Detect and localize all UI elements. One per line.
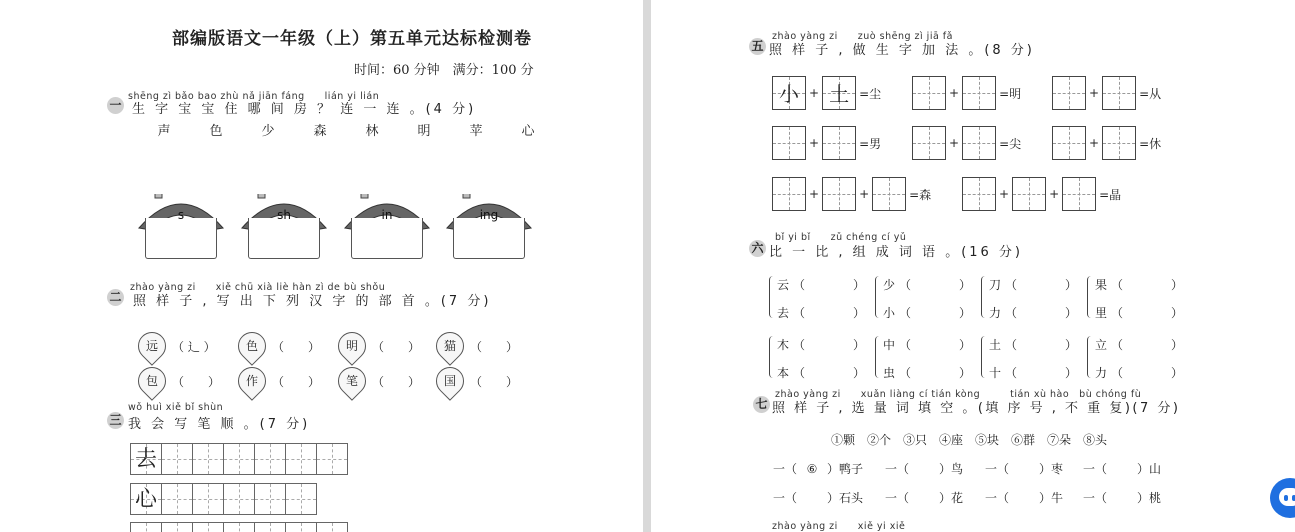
- house-body: [248, 218, 320, 259]
- q1-char: 心: [521, 124, 535, 139]
- answer-blank[interactable]: （ ）: [899, 306, 972, 320]
- answer-blank[interactable]: （ ）: [1005, 306, 1078, 320]
- grid-cell[interactable]: [161, 443, 193, 475]
- formula-result: =尖: [999, 136, 1022, 151]
- answer-blank[interactable]: （ ）: [1111, 306, 1184, 320]
- word-pair: 云 （ ） 去 （ ）: [769, 274, 869, 320]
- char-box[interactable]: [872, 177, 906, 211]
- answer-blank[interactable]: （ ）: [793, 306, 866, 320]
- q1-char: 少: [261, 124, 275, 139]
- measure-word-item: 一（ ）牛: [985, 491, 1064, 505]
- q2-answer[interactable]: （ ）: [470, 339, 519, 354]
- leaf-icon: 远: [132, 326, 172, 366]
- q1-char: 林: [365, 124, 379, 139]
- grid-cell-example: 心: [130, 483, 162, 515]
- q2-answer[interactable]: （ ）: [372, 339, 421, 354]
- q2-item: [338, 367, 428, 395]
- q2-item: [338, 332, 428, 360]
- brace-icon: [981, 336, 987, 378]
- answer-blank[interactable]: （ ）: [793, 366, 866, 380]
- q1-chars: [138, 120, 554, 139]
- addition-formula: + + =晶: [962, 177, 1124, 211]
- q1-pinyin: shēng zì bǎo bao zhù nǎ jiān fáng lián yi lián: [128, 91, 380, 102]
- brace-icon: [875, 276, 881, 318]
- plus-sign: +: [809, 86, 820, 100]
- q2-item: [238, 332, 328, 360]
- q7-text: 照 样 子 , 选 量 词 填 空 。(填 序 号 , 不 重 复)(7 分): [772, 401, 1181, 416]
- answer-blank[interactable]: ⑥: [806, 462, 818, 476]
- grid-cell[interactable]: [285, 483, 317, 515]
- formula-result: =尘: [859, 86, 882, 101]
- house-label: sh: [277, 208, 291, 222]
- answer-blank[interactable]: （ ）: [1111, 338, 1184, 352]
- grid-cell[interactable]: [223, 522, 255, 532]
- house-sh: [238, 186, 330, 264]
- grid-cell[interactable]: [316, 443, 348, 475]
- q1-char: 森: [313, 124, 327, 139]
- house-in: [341, 186, 433, 264]
- q2-number-badge: 二: [107, 289, 124, 306]
- q6-number-badge: 六: [749, 240, 766, 257]
- q2-item: [436, 332, 526, 360]
- char-box: 小: [772, 76, 806, 110]
- grid-cell[interactable]: [254, 522, 286, 532]
- formula-result: =晶: [1099, 187, 1122, 202]
- q2-answer[interactable]: （ ）: [470, 374, 519, 389]
- word-pair: 果 （ ） 里 （ ）: [1087, 274, 1187, 320]
- house-body: [145, 218, 217, 259]
- word-pair: 中 （ ） 虫 （ ）: [875, 334, 975, 380]
- grid-cell[interactable]: [192, 443, 224, 475]
- char-box[interactable]: [1062, 177, 1096, 211]
- char-box[interactable]: [1052, 76, 1086, 110]
- q2-answer[interactable]: （ ）: [172, 374, 221, 389]
- answer-blank[interactable]: （ ）: [899, 338, 972, 352]
- grid-cell[interactable]: [223, 483, 255, 515]
- grid-cell[interactable]: [254, 483, 286, 515]
- char-box[interactable]: [962, 177, 996, 211]
- answer-blank[interactable]: （ ）: [1111, 366, 1184, 380]
- answer-blank[interactable]: （ ）: [899, 366, 972, 380]
- char-box[interactable]: [912, 76, 946, 110]
- brace-icon: [981, 276, 987, 318]
- grid-cell[interactable]: [161, 483, 193, 515]
- q7-options: ①颗 ②个 ③只 ④座 ⑤块 ⑥群 ⑦朵 ⑧头: [831, 433, 1108, 447]
- measure-word-item: 一（ ）枣: [985, 462, 1064, 476]
- house-body: [351, 218, 423, 259]
- leaf-icon: 国: [430, 361, 470, 401]
- char-box[interactable]: [772, 126, 806, 160]
- measure-word-item: 一（ ）桃: [1083, 491, 1162, 505]
- char-box[interactable]: [1102, 76, 1136, 110]
- char-box[interactable]: [962, 126, 996, 160]
- formula-result: =明: [999, 86, 1022, 101]
- q1-char: 苹: [469, 124, 483, 139]
- q7-number-badge: 七: [753, 396, 770, 413]
- char-box[interactable]: [962, 76, 996, 110]
- measure-word-item: 一（ ⑥ ）鸭子: [773, 462, 864, 476]
- char-box[interactable]: [822, 126, 856, 160]
- q3-pinyin: wǒ huì xiě bǐ shùn: [128, 402, 224, 413]
- leaf-icon: 色: [232, 326, 272, 366]
- document-page-left: [0, 0, 643, 532]
- house-label: in: [381, 208, 393, 222]
- q3-text: 我 会 写 笔 顺 。(7 分): [128, 417, 311, 432]
- char-box[interactable]: [1102, 126, 1136, 160]
- char-box[interactable]: [1052, 126, 1086, 160]
- char-box: 土: [822, 76, 856, 110]
- measure-word-item: 一（ ）山: [1083, 462, 1162, 476]
- q2-item: [138, 367, 228, 395]
- formula-result: =从: [1139, 86, 1162, 101]
- addition-formula: [772, 76, 884, 110]
- page-title: 部编版语文一年级（上）第五单元达标检测卷: [172, 29, 532, 49]
- char-box[interactable]: [912, 126, 946, 160]
- exam-meta: 时间：60 分钟 满分：100 分: [354, 63, 534, 78]
- char-box[interactable]: [822, 177, 856, 211]
- measure-word-item: 一（ ）花: [885, 491, 964, 505]
- q2-item: [238, 367, 328, 395]
- house-ing: [443, 186, 535, 264]
- answer-blank[interactable]: （ ）: [899, 278, 972, 292]
- house-label: s: [177, 208, 185, 222]
- addition-formula: + =从: [1052, 76, 1164, 110]
- addition-formula: + =男: [772, 126, 884, 160]
- formula-result: =男: [859, 136, 882, 151]
- addition-formula: + =明: [912, 76, 1024, 110]
- q1-char: 明: [417, 124, 431, 139]
- q3-number-badge: 三: [107, 412, 124, 429]
- char-box[interactable]: [1012, 177, 1046, 211]
- grid-cell[interactable]: [192, 483, 224, 515]
- leaf-icon: 猫: [430, 326, 470, 366]
- brace-icon: [769, 336, 775, 378]
- word-pair: 刀 （ ） 力 （ ）: [981, 274, 1081, 320]
- measure-word-item: 一（ ）鸟: [885, 462, 964, 476]
- grid-cell[interactable]: [130, 522, 162, 532]
- brace-icon: [1087, 336, 1093, 378]
- q5-pinyin: zhào yàng zi zuò shēng zì jiā fǎ: [772, 31, 953, 42]
- grid-cell[interactable]: [192, 522, 224, 532]
- answer-blank[interactable]: （ ）: [793, 338, 866, 352]
- leaf-icon: 包: [132, 361, 172, 401]
- q8-pinyin: zhào yàng zi xiě yi xiě: [772, 521, 906, 532]
- q5-text: 照 样 子 , 做 生 字 加 法 。(8 分): [769, 43, 1035, 58]
- grid-cell[interactable]: [223, 443, 255, 475]
- leaf-icon: 笔: [332, 361, 372, 401]
- char-box[interactable]: [772, 177, 806, 211]
- q7-pinyin: zhào yàng zi xuǎn liàng cí tián kòng tián xù hào bù chóng fù: [775, 389, 1142, 400]
- house-label: ing: [479, 208, 499, 222]
- q1-text: 生 字 宝 宝 住 哪 间 房 ？ 连 一 连 。(4 分): [132, 102, 477, 117]
- grid-cell[interactable]: [285, 522, 317, 532]
- q2-answer[interactable]: （ ）: [272, 339, 321, 354]
- house-body: [453, 218, 525, 259]
- q2-answer[interactable]: （ ）: [372, 374, 421, 389]
- answer-blank[interactable]: （ ）: [793, 278, 866, 292]
- stroke-order-row: [130, 483, 316, 515]
- leaf-icon: 明: [332, 326, 372, 366]
- q2-item: [138, 332, 228, 360]
- word-pair: 木 （ ） 本 （ ）: [769, 334, 869, 380]
- brace-icon: [769, 276, 775, 318]
- addition-formula: + + =森: [772, 177, 934, 211]
- q5-number-badge: 五: [749, 38, 766, 55]
- brace-icon: [1087, 276, 1093, 318]
- q1-number-badge: 一: [107, 97, 124, 114]
- q2-answer[interactable]: （ ）: [272, 374, 321, 389]
- grid-cell[interactable]: [316, 522, 348, 532]
- q2-text: 照 样 子 , 写 出 下 列 汉 字 的 部 首 。(7 分): [133, 294, 492, 309]
- answer-blank[interactable]: （ ）: [1005, 278, 1078, 292]
- grid-cell-example: 去: [130, 443, 162, 475]
- brace-icon: [875, 336, 881, 378]
- formula-result: =休: [1139, 136, 1162, 151]
- q1-char: 声: [157, 124, 171, 139]
- leaf-icon: 作: [232, 361, 272, 401]
- q6-pinyin: bǐ yi bǐ zǔ chéng cí yǔ: [775, 232, 907, 243]
- grid-cell[interactable]: [161, 522, 193, 532]
- word-pair: 立 （ ） 力 （ ）: [1087, 334, 1187, 380]
- q6-text: 比 一 比 , 组 成 词 语 。(16 分): [769, 245, 1024, 260]
- stroke-order-row: [130, 443, 347, 475]
- word-pair: 少 （ ） 小 （ ）: [875, 274, 975, 320]
- q1-char: 色: [209, 124, 223, 139]
- measure-word-item: 一（ ）石头: [773, 491, 864, 505]
- q2-pinyin: zhào yàng zi xiě chū xià liè hàn zì de bù shǒu: [130, 282, 386, 293]
- answer-blank[interactable]: （ ）: [1005, 366, 1078, 380]
- q2-item: [436, 367, 526, 395]
- word-pair: 土 （ ） 十 （ ）: [981, 334, 1081, 380]
- addition-formula: + =尖: [912, 126, 1024, 160]
- addition-formula: + =休: [1052, 126, 1164, 160]
- formula-result: =森: [909, 187, 932, 202]
- q2-answer[interactable]: （ 辶 ）: [172, 339, 216, 354]
- answer-blank[interactable]: （ ）: [1005, 338, 1078, 352]
- house-s: [135, 186, 227, 264]
- stroke-order-row: [130, 522, 347, 532]
- document-page-right: [651, 0, 1295, 532]
- grid-cell[interactable]: [285, 443, 317, 475]
- grid-cell[interactable]: [254, 443, 286, 475]
- answer-blank[interactable]: （ ）: [1111, 278, 1184, 292]
